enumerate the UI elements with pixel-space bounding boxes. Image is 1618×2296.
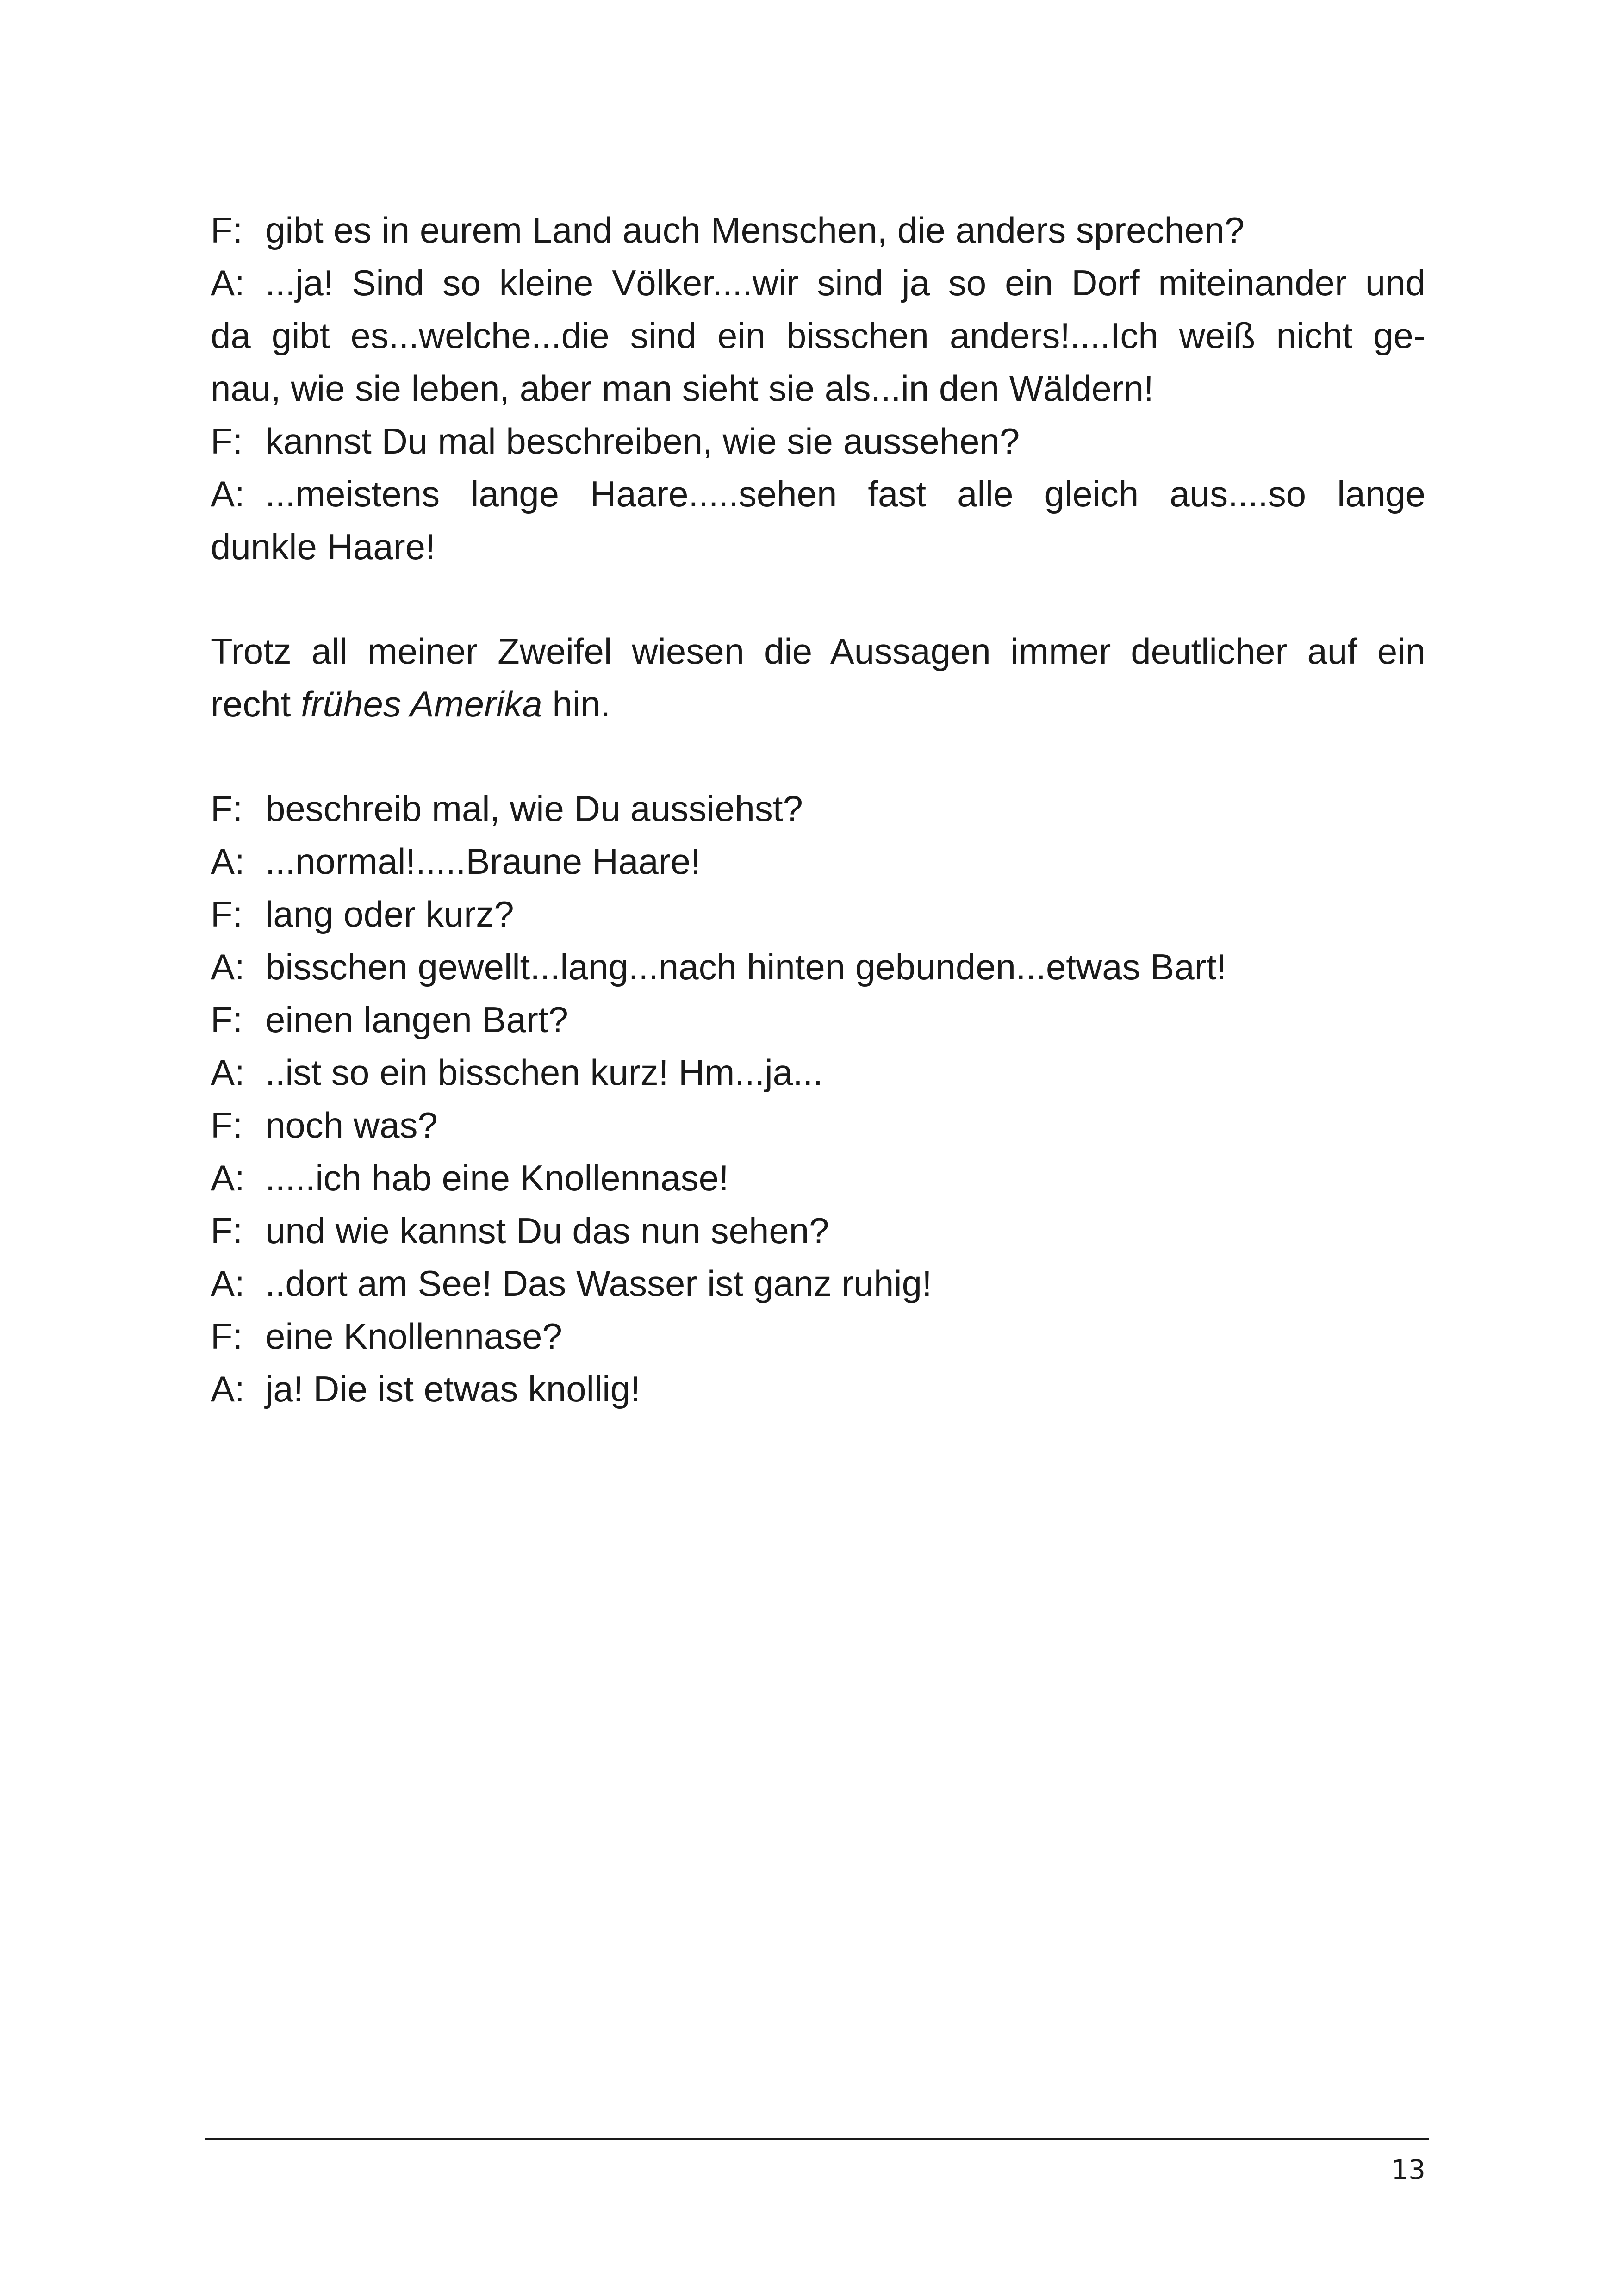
speaker-label: A: — [211, 841, 245, 882]
utterance-text: ...meistens lange Haare.....sehen fast alle gleich aus....so lange — [265, 473, 1425, 514]
utterance-text: gibt es in eurem Land auch Menschen, die anders sprechen? — [265, 210, 1245, 250]
utterance-text: einen langen Bart? — [265, 999, 568, 1040]
utterance-text: lang oder kurz? — [265, 894, 514, 934]
speaker-label: A: — [211, 473, 245, 514]
utterance-text: beschreib mal, wie Du aussiehst? — [265, 788, 803, 829]
speaker-label: F: — [211, 1210, 243, 1251]
dialogue-line — [211, 204, 1425, 256]
dialogue-line — [211, 782, 1425, 835]
speaker-label: F: — [211, 1105, 243, 1145]
utterance-text: kannst Du mal beschreiben, wie sie aussehen? — [265, 421, 1020, 461]
utterance-text: und wie kannst Du das nun sehen? — [265, 1210, 829, 1251]
dialogue-block-2 — [211, 782, 1425, 1415]
speaker-label: F: — [211, 1316, 243, 1356]
speaker-label: F: — [211, 788, 243, 829]
speaker-label: A: — [211, 1157, 245, 1198]
speaker-label: A: — [211, 262, 245, 303]
utterance-text: ja! Die ist etwas knollig! — [265, 1369, 641, 1409]
dialogue-line — [211, 940, 1425, 993]
narrative-paragraph — [211, 625, 1425, 730]
utterance-text: ..dort am See! Das Wasser ist ganz ruhig! — [265, 1263, 932, 1304]
dialogue-line — [211, 467, 1425, 520]
speaker-label: A: — [211, 1052, 245, 1093]
utterance-text: eine Knollennase? — [265, 1316, 562, 1356]
speaker-label: F: — [211, 999, 243, 1040]
dialogue-line — [211, 1257, 1425, 1310]
paragraph-text: recht — [211, 684, 301, 724]
utterance-text: bisschen gewellt...lang...nach hinten gebunden...etwas Bart! — [265, 946, 1227, 987]
utterance-text: noch was? — [265, 1105, 438, 1145]
paragraph-line: Trotz all meiner Zweifel wiesen die Aussagen immer deutlicher auf ein — [211, 631, 1425, 672]
dialogue-line — [211, 888, 1425, 940]
footer-divider — [205, 2138, 1429, 2140]
dialogue-line — [211, 1363, 1425, 1415]
speaker-label: F: — [211, 894, 243, 934]
speaker-label: F: — [211, 210, 243, 250]
utterance-text: ...normal!.....Braune Haare! — [265, 841, 701, 882]
speaker-label: F: — [211, 421, 243, 461]
paragraph-text: hin. — [542, 684, 611, 724]
dialogue-line — [211, 1099, 1425, 1151]
dialogue-line — [211, 1151, 1425, 1204]
dialogue-line — [211, 415, 1425, 467]
dialogue-line — [211, 993, 1425, 1046]
speaker-label: A: — [211, 1369, 245, 1409]
dialogue-line — [211, 1046, 1425, 1099]
utterance-text: ...ja! Sind so kleine Völker....wir sind ja so ein Dorf miteinander und — [265, 262, 1425, 303]
dialogue-line — [211, 835, 1425, 888]
utterance-text: ..ist so ein bisschen kurz! Hm...ja... — [265, 1052, 823, 1093]
utterance-continuation: dunkle Haare! — [211, 526, 436, 567]
dialogue-line — [211, 1204, 1425, 1257]
dialogue-block-1 — [211, 204, 1425, 573]
dialogue-line — [211, 1310, 1425, 1363]
utterance-continuation: da gibt es...welche...die sind ein bisschen anders!....Ich weiß nicht ge- — [211, 315, 1425, 356]
speaker-label: A: — [211, 946, 245, 987]
utterance-continuation: nau, wie sie leben, aber man sieht sie als...in den Wäldern! — [211, 368, 1154, 409]
emphasized-text: frühes Amerika — [301, 684, 542, 724]
utterance-text: .....ich hab eine Knollennase! — [265, 1157, 729, 1198]
page-number: 13 — [1391, 2154, 1425, 2185]
paragraph-line — [211, 678, 1425, 730]
dialogue-line — [211, 256, 1425, 309]
speaker-label: A: — [211, 1263, 245, 1304]
